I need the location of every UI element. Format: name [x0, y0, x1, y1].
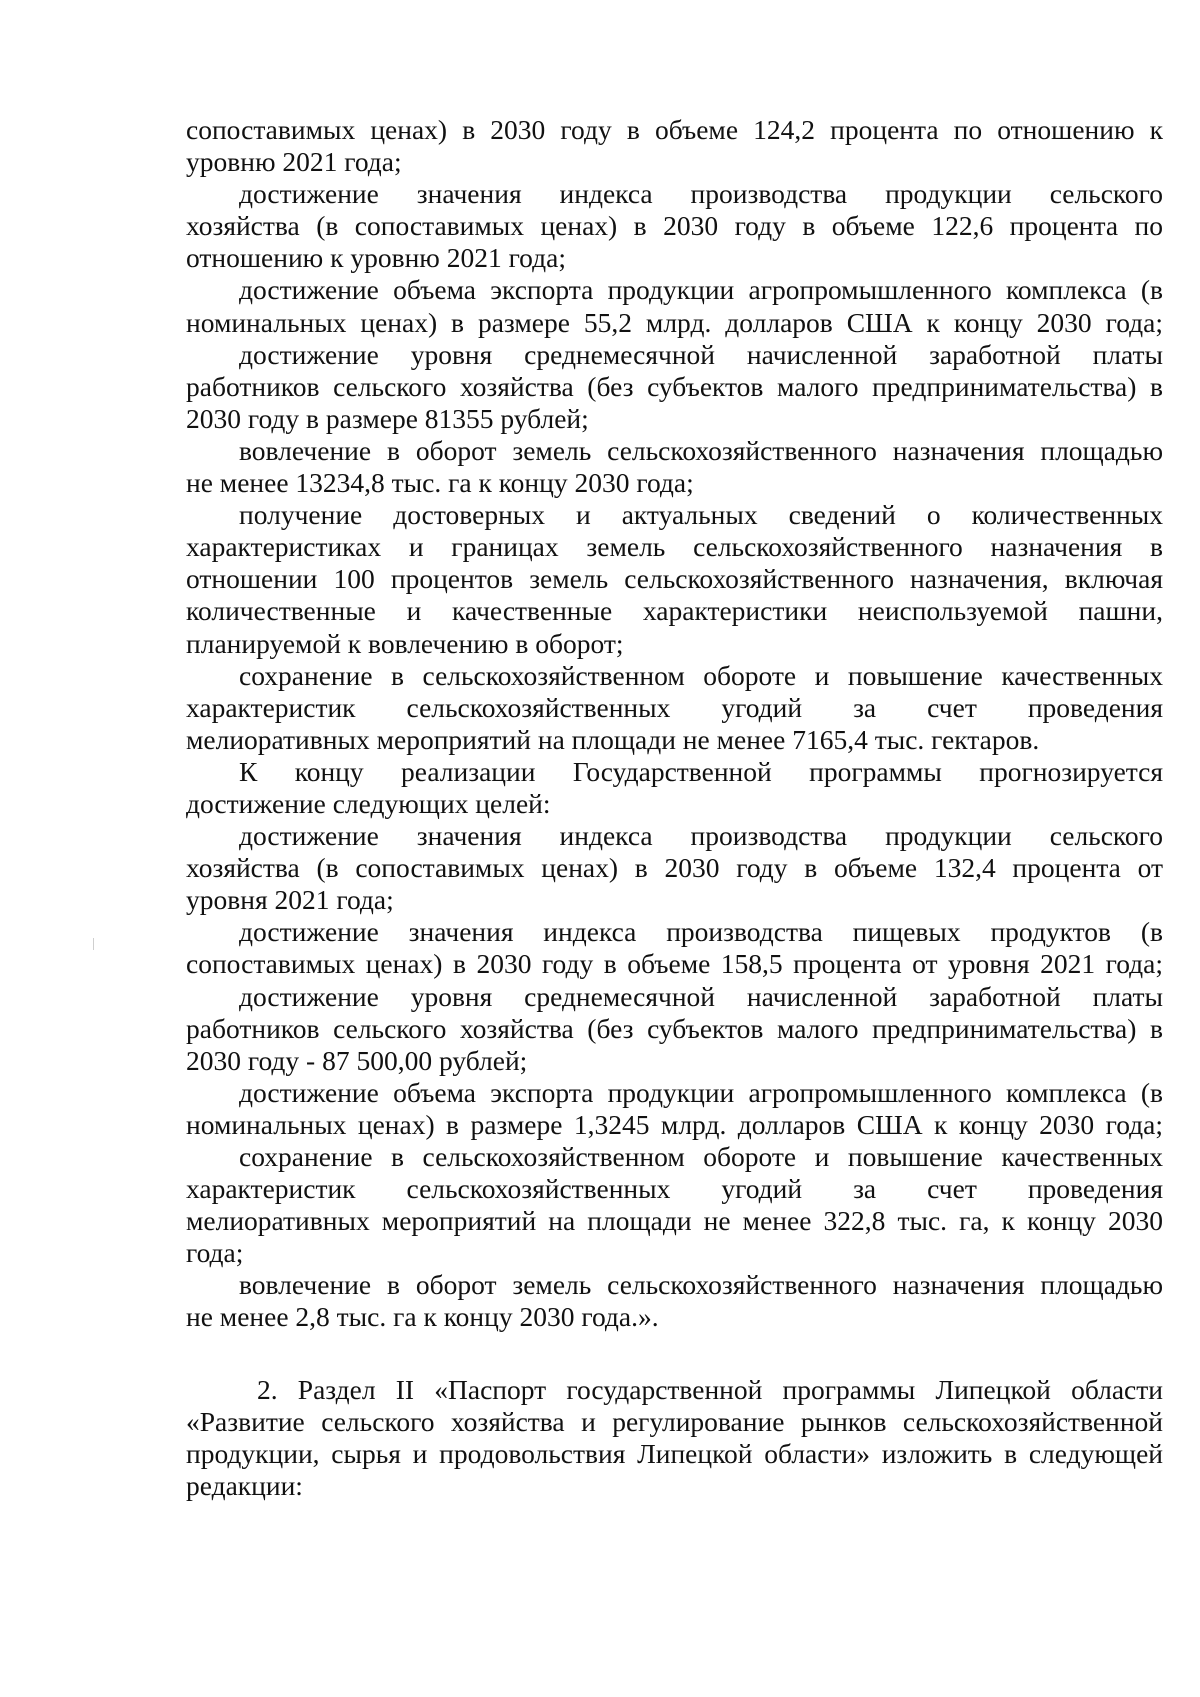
text-line: достижение значения индекса производства пищевых продуктов (в — [239, 916, 1163, 948]
text-line: достижение уровня среднемесячной начисленной заработной платы — [239, 980, 1163, 1012]
body-paragraphs — [186, 114, 1163, 1334]
text-line: номинальных ценах) в размере 55,2 млрд. долларов США к концу 2030 года; — [186, 306, 1163, 338]
text-line: работников сельского хозяйства (без субъектов малого предпринимательства) в — [186, 370, 1163, 402]
text-line: 2. Раздел II «Паспорт государственной программы Липецкой области — [257, 1373, 1163, 1405]
text-line: номинальных ценах) в размере 1,3245 млрд. долларов США к концу 2030 года; — [186, 1108, 1163, 1140]
document-body — [186, 114, 1163, 1502]
text-line: характеристик сельскохозяйственных угодий за счет проведения — [186, 1173, 1163, 1205]
text-line: К концу реализации Государственной программы прогнозируется — [239, 755, 1163, 787]
text-line: планируемой к вовлечению в оборот; — [186, 627, 624, 659]
text-line: характеристик сельскохозяйственных угодий за счет проведения — [186, 691, 1163, 723]
text-line: мелиоративных мероприятий на площади не менее 7165,4 тыс. гектаров. — [186, 723, 1040, 755]
text-line: хозяйства (в сопоставимых ценах) в 2030 году в объеме 122,6 процента по — [186, 210, 1163, 242]
text-line: достижение значения индекса производства продукции сельского — [239, 178, 1163, 210]
text-line: достижение уровня среднемесячной начисленной заработной платы — [239, 338, 1163, 370]
text-line: работников сельского хозяйства (без субъектов малого предпринимательства) в — [186, 1012, 1163, 1044]
text-line: мелиоративных мероприятий на площади не менее 322,8 тыс. га, к концу 2030 — [186, 1205, 1163, 1237]
text-line: достижение значения индекса производства продукции сельского — [239, 820, 1163, 852]
text-line: года; — [186, 1237, 244, 1269]
text-line: сопоставимых ценах) в 2030 году в объеме 158,5 процента от уровня 2021 года; — [186, 948, 1163, 980]
text-line: характеристиках и границах земель сельскохозяйственного назначения в — [186, 531, 1163, 563]
text-line: не менее 13234,8 тыс. га к концу 2030 года; — [186, 467, 694, 499]
text-line: сохранение в сельскохозяйственном обороте и повышение качественных — [239, 659, 1163, 691]
text-line: получение достоверных и актуальных сведений о количественных — [239, 499, 1163, 531]
text-line: 2030 году - 87 500,00 рублей; — [186, 1044, 528, 1076]
text-line: достижение следующих целей: — [186, 787, 551, 819]
section-2-paragraph — [186, 1374, 1163, 1502]
text-line: отношении 100 процентов земель сельскохозяйственного назначения, включая — [186, 563, 1163, 595]
text-line: редакции: — [186, 1469, 303, 1501]
text-line: не менее 2,8 тыс. га к концу 2030 года.». — [186, 1301, 659, 1333]
text-line: вовлечение в оборот земель сельскохозяйственного назначения площадью — [239, 434, 1163, 466]
text-line: уровню 2021 года; — [186, 146, 402, 178]
text-line: продукции, сырья и продовольствия Липецкой области» изложить в следующей — [186, 1437, 1163, 1469]
text-line: достижение объема экспорта продукции агропромышленного комплекса (в — [239, 274, 1163, 306]
text-line: отношению к уровню 2021 года; — [186, 242, 566, 274]
section-gap — [186, 1334, 1163, 1374]
text-line: 2030 году в размере 81355 рублей; — [186, 402, 589, 434]
text-line: сопоставимых ценах) в 2030 году в объеме 124,2 процента по отношению к — [186, 114, 1163, 145]
text-line: уровня 2021 года; — [186, 884, 394, 916]
text-line: количественные и качественные характеристики неиспользуемой пашни, — [186, 595, 1163, 627]
text-line: «Развитие сельского хозяйства и регулирование рынков сельскохозяйственной — [186, 1405, 1163, 1437]
scan-mark — [93, 938, 94, 950]
text-line: хозяйства (в сопоставимых ценах) в 2030 году в объеме 132,4 процента от — [186, 852, 1163, 884]
text-line: сохранение в сельскохозяйственном обороте и повышение качественных — [239, 1141, 1163, 1172]
text-line: достижение объема экспорта продукции агропромышленного комплекса (в — [239, 1076, 1163, 1108]
text-line: вовлечение в оборот земель сельскохозяйственного назначения площадью — [239, 1269, 1163, 1301]
